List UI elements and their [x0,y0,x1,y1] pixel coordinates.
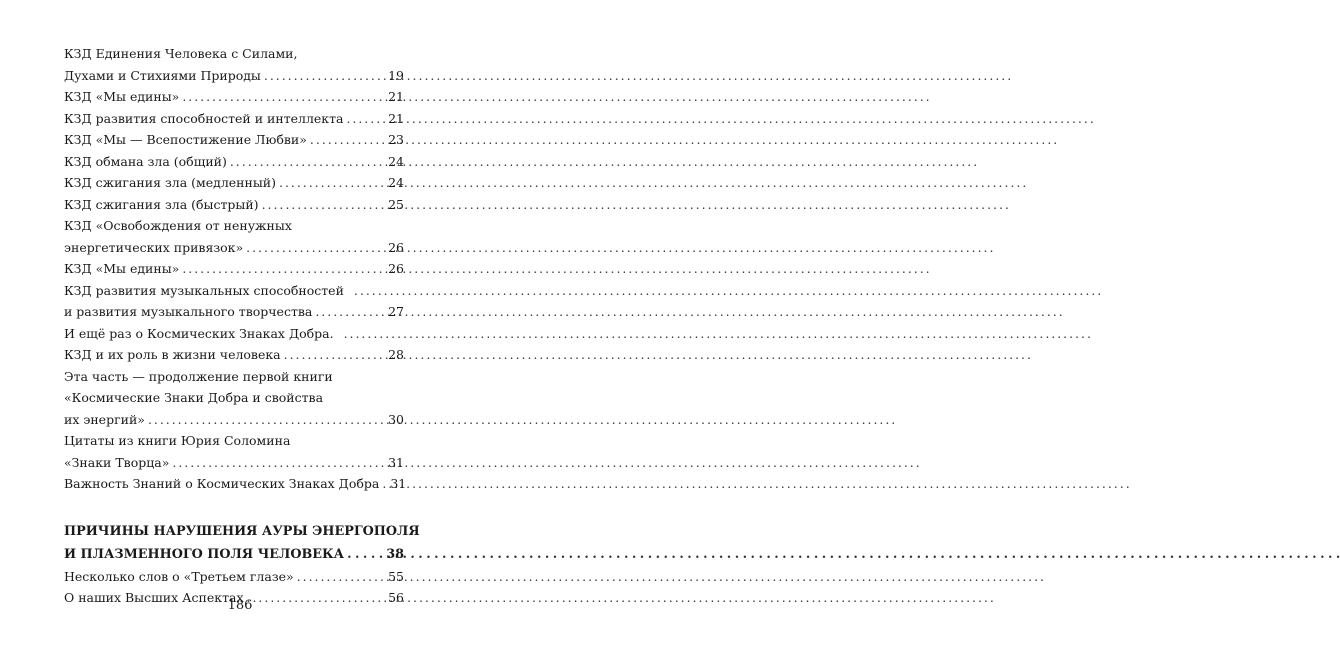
toc-entry [64,151,404,173]
toc-entry-page: 24 [388,153,404,169]
toc-entry-title: КЗД «Мы — Всепостижение Любви» [64,132,307,147]
toc-entry [64,43,404,65]
dot-leader [148,409,386,431]
toc-entry-page: 56 [388,590,404,605]
dot-leader [230,151,386,173]
toc-entry-title: их энергий» [64,411,145,427]
toc-entry-title: КЗД «Освобождения от ненужных [64,218,292,233]
dot-leader [182,86,386,108]
toc-section-heading [64,543,404,566]
toc-entry-title: Цитаты из книги Юрия Соломина [64,433,291,448]
toc-entry [64,473,407,495]
toc-entry-page: 31 [388,454,404,470]
toc-entry-title: «Космические Знаки Добра и свойства [64,390,324,405]
toc-entry [64,323,404,345]
toc-entry [64,430,404,452]
toc-entry-title: КЗД и их роль в жизни человека [64,347,281,362]
toc-section-title: И ПЛАЗМЕННОГО ПОЛЯ ЧЕЛОВЕКА [64,546,345,562]
dot-leader [172,452,386,474]
toc-entry-title: КЗД «Мы едины» [64,261,180,276]
toc-entry-title: Эта часть — продолжение первой книги [64,368,333,384]
dot-leader [182,258,386,280]
toc-entry [64,215,404,237]
toc-entry-page: 21 [388,110,404,126]
toc-entry-page: 25 [388,196,404,212]
toc-entry-title: Важность Знаний о Космических Знаках Добра [64,476,380,491]
toc-entry-title: Несколько слов о «Третьем глазе» [64,568,294,584]
toc-entry-page: 27 [388,304,404,319]
dot-leader [315,301,386,323]
toc-entry [64,258,404,280]
toc-entry-title: КЗД сжигания зла (быстрый) [64,196,259,212]
dot-leader [347,543,384,566]
toc-section-title: ПРИЧИНЫ НАРУШЕНИЯ АУРЫ ЭНЕРГОПОЛЯ [64,523,420,539]
toc-entry-title: Духами и Стихиями Природы [64,67,261,83]
toc-entry [64,65,404,87]
dot-leader [264,65,386,87]
toc-entry-title: КЗД Единения Человека с Силами, [64,46,298,61]
toc-entry [64,344,404,366]
toc-entry-page: 23 [388,132,404,147]
toc-entry-title: «Знаки Творца» [64,454,170,470]
toc-entry-title: КЗД развития способностей и интеллекта [64,110,344,126]
toc-entry [64,566,404,588]
toc-entry-title: энергетических привязок» [64,239,244,255]
dot-leader [310,129,386,151]
toc-entry-title: И ещё раз о Космических Знаках Добра. [64,325,334,341]
toc-entry [64,387,404,409]
toc-entry-title: КЗД сжигания зла (медленный) [64,175,276,190]
dot-leader [262,194,387,216]
toc-entry-title: и развития музыкального творчества [64,304,313,319]
toc-entry [64,129,404,151]
book-page [0,0,480,650]
toc-entry [64,280,404,302]
toc-entry-page: 55 [388,568,404,584]
toc-entry [64,301,404,323]
toc-entry [64,86,404,108]
toc-entry-page: 30 [388,411,404,427]
dot-leader [284,344,386,366]
toc-entry [64,237,404,259]
toc-section-heading [64,520,420,543]
toc-entry-title: КЗД «Мы едины» [64,89,180,104]
toc-entry-page: 28 [388,347,404,362]
toc-entry-page: 24 [388,175,404,190]
toc-section-page: 38 [386,546,404,562]
dot-leader [354,280,410,302]
dot-leader [297,566,386,588]
dot-leader [246,237,386,259]
toc-entry-page: 26 [388,261,404,276]
toc-entry-title: О наших Высших Аспектах [64,590,244,605]
dot-leader [279,172,386,194]
toc-entry [64,409,404,431]
toc-entry [64,194,404,216]
toc-entry [64,452,404,474]
toc-entry-title: КЗД развития музыкальных способностей [64,282,344,298]
toc-entry-title: КЗД обмана зла (общий) [64,153,227,169]
dot-leader [346,108,386,130]
page-number: 186 [227,598,253,613]
toc-entry-page: 26 [388,239,404,255]
toc-entry-page: 31 [390,476,407,491]
table-of-contents [64,43,420,609]
toc-entry [64,172,404,194]
toc-entry [64,366,404,388]
section-gap [64,495,404,520]
toc-entry [64,108,404,130]
toc-entry-page: 19 [388,67,404,83]
toc-entry-page: 21 [388,89,404,104]
dot-leader [344,323,404,345]
